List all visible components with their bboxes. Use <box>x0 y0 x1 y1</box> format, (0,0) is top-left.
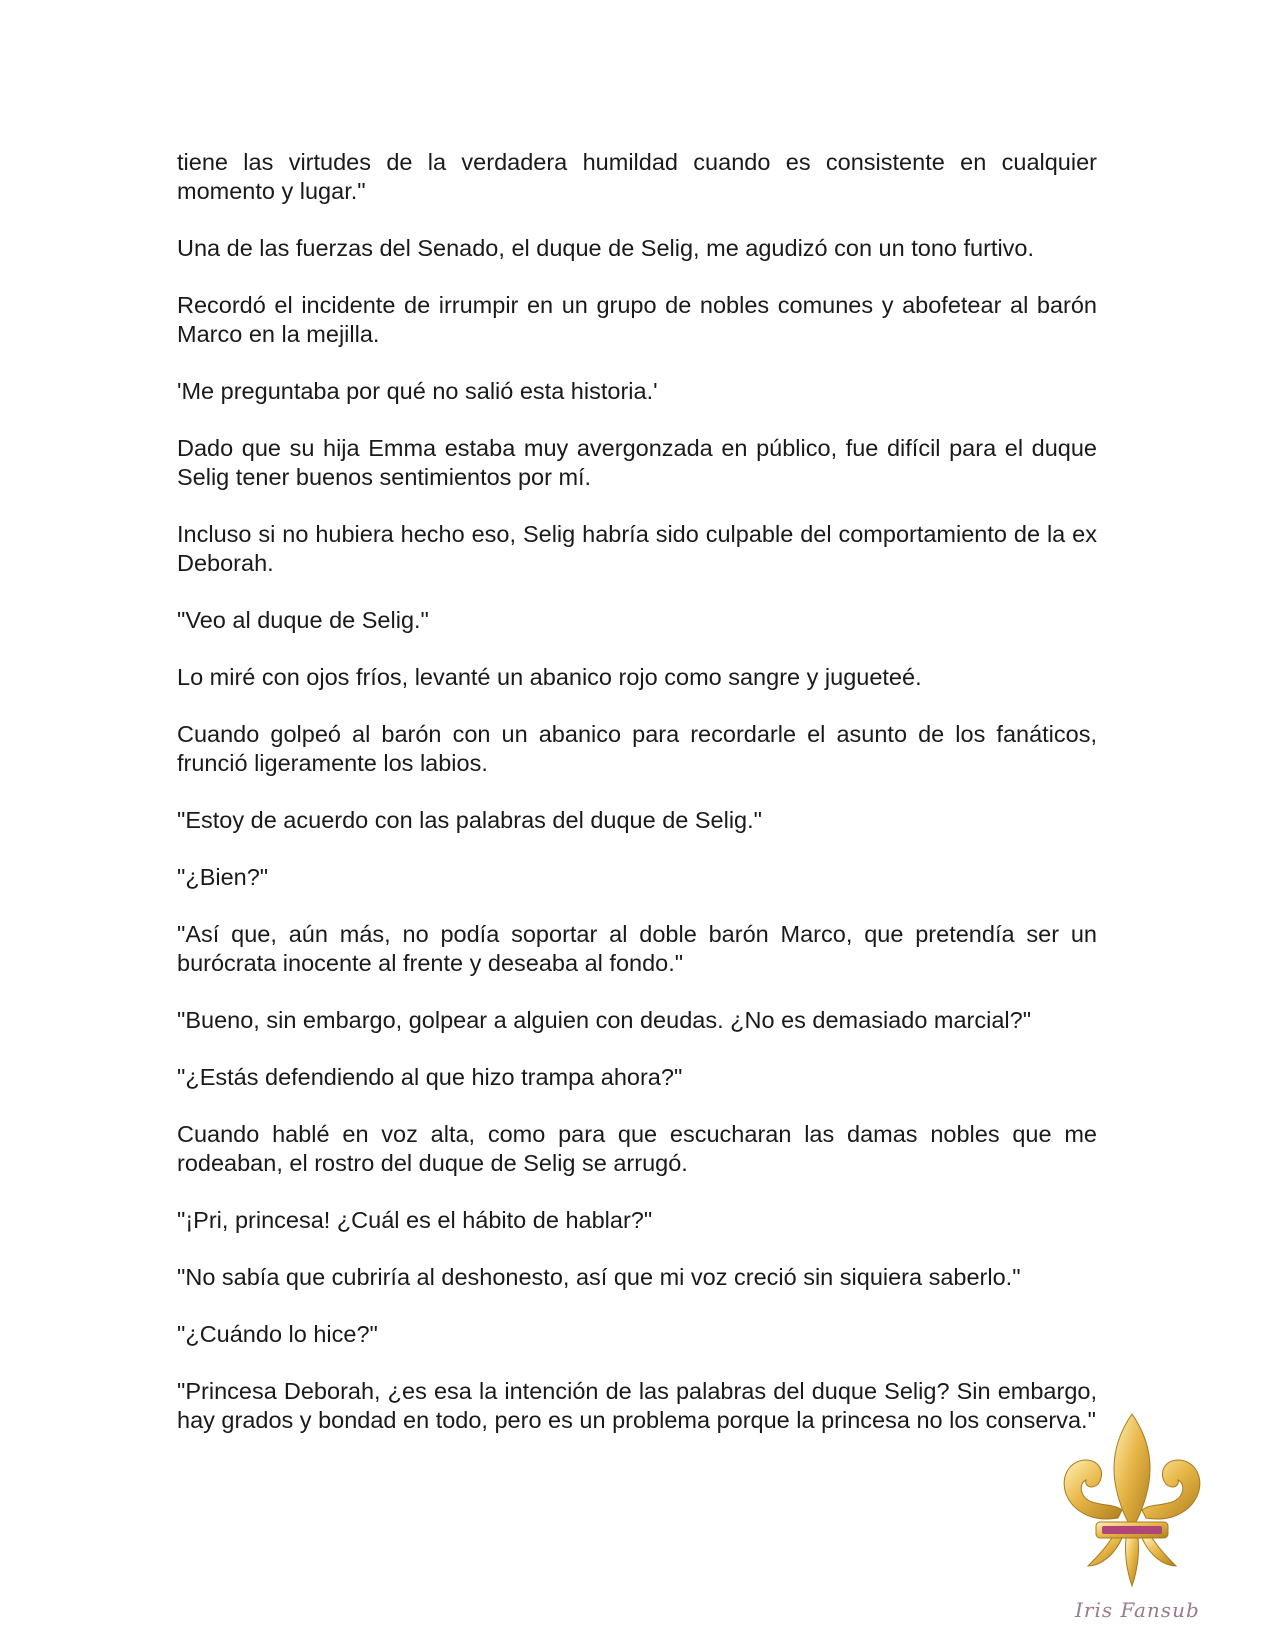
watermark-caption: Iris Fansub <box>1075 1598 1200 1622</box>
paragraph: "Bueno, sin embargo, golpear a alguien con deudas. ¿No es demasiado marcial?" <box>177 1007 1032 1033</box>
paragraph: "Veo al duque de Selig." <box>177 607 429 633</box>
paragraph: 'Me preguntaba por qué no salió esta historia.' <box>177 378 658 404</box>
paragraph: "Princesa Deborah, ¿es esa la intención de las palabras del duque Selig? Sin embargo, hay grados y bondad en todo, pero es un problema porque la princesa no los conserva." <box>177 1378 1097 1433</box>
paragraph: "No sabía que cubriría al deshonesto, así que mi voz creció sin siquiera saberlo." <box>177 1264 1021 1290</box>
paragraph: "Estoy de acuerdo con las palabras del duque de Selig." <box>177 807 762 833</box>
paragraph: Lo miré con ojos fríos, levanté un abanico rojo como sangre y jugueteé. <box>177 664 922 690</box>
paragraph: "¿Cuándo lo hice?" <box>177 1321 378 1347</box>
paragraph: Una de las fuerzas del Senado, el duque de Selig, me agudizó con un tono furtivo. <box>177 235 1035 261</box>
paragraph: "¿Bien?" <box>177 864 269 890</box>
paragraph: Incluso si no hubiera hecho eso, Selig habría sido culpable del comportamiento de la ex Deborah. <box>177 521 1097 576</box>
paragraph: "¿Estás defendiendo al que hizo trampa ahora?" <box>177 1064 683 1090</box>
paragraph: "Así que, aún más, no podía soportar al doble barón Marco, que pretendía ser un burócrata inocente al frente y deseaba al fondo." <box>177 921 1097 976</box>
paragraph: tiene las virtudes de la verdadera humildad cuando es consistente en cualquier momento y lugar." <box>177 149 1097 204</box>
paragraph: Dado que su hija Emma estaba muy avergonzada en público, fue difícil para el duque Selig tener buenos sentimientos por mí. <box>177 435 1097 490</box>
paragraph: "¡Pri, princesa! ¿Cuál es el hábito de hablar?" <box>177 1207 653 1233</box>
body-text <box>177 148 1097 1435</box>
paragraph: Cuando hablé en voz alta, como para que escucharan las damas nobles que me rodeaban, el rostro del duque de Selig se arrugó. <box>177 1121 1097 1176</box>
paragraph: Recordó el incidente de irrumpir en un grupo de nobles comunes y abofetear al barón Marco en la mejilla. <box>177 292 1097 347</box>
paragraph: Cuando golpeó al barón con un abanico para recordarle el asunto de los fanáticos, frunció ligeramente los labios. <box>177 721 1097 776</box>
fleur-de-lis-graphic <box>1052 1410 1212 1600</box>
